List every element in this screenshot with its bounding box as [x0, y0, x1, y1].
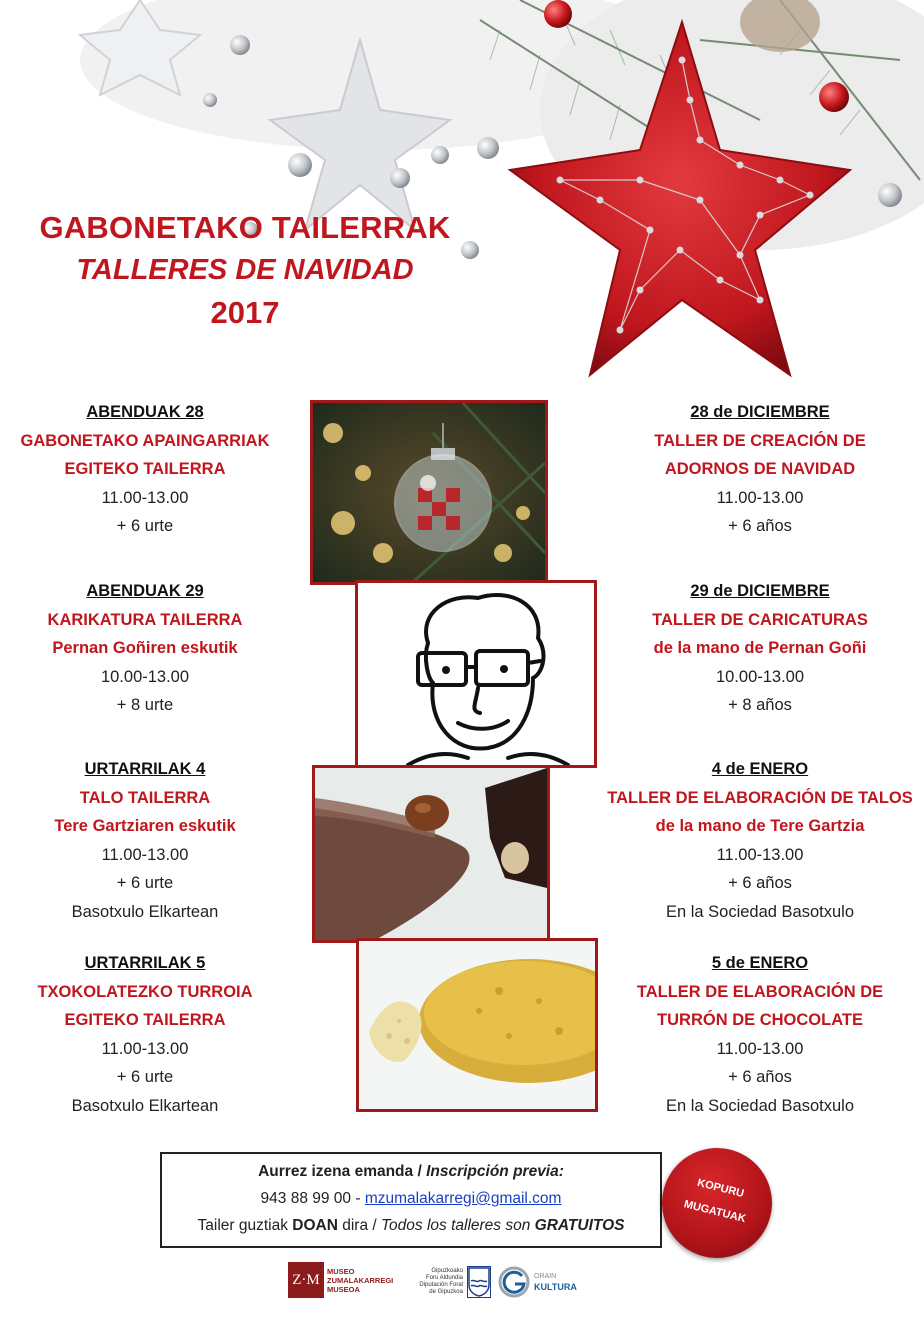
event-time: 11.00-13.00 — [101, 1039, 189, 1058]
header-decoration — [0, 0, 924, 390]
orain-kultura-logo — [498, 1262, 578, 1302]
event-2-spanish — [600, 577, 920, 720]
event-date: 29 de DICIEMBRE — [690, 582, 830, 600]
poster-title-block — [0, 210, 490, 331]
museum-logo-line: MUSEOA — [327, 1284, 360, 1294]
gipuzkoa-logo — [415, 1262, 495, 1302]
event-place: Basotxulo Elkartean — [71, 1096, 219, 1115]
museum-logo-line: ZUMALAKARREGI — [327, 1275, 394, 1285]
event-date: ABENDUAK 28 — [86, 403, 204, 421]
event-time: 11.00-13.00 — [716, 845, 804, 864]
event-title-line1: TALLER DE CARICATURAS — [652, 610, 868, 629]
badge-line1: KOPURU — [696, 1176, 746, 1201]
event-title-line1: TALO TAILERRA — [79, 788, 211, 807]
event-age: + 6 urte — [116, 1068, 174, 1086]
email-link[interactable]: mzumalakarregi@gmail.com — [364, 1190, 562, 1207]
event-date: 4 de ENERO — [711, 760, 809, 778]
gipuzkoa-shield-icon — [467, 1266, 491, 1298]
event-date: URTARRILAK 4 — [84, 760, 206, 778]
event-date: 5 de ENERO — [711, 954, 809, 972]
event-age: + 8 años — [728, 696, 792, 714]
event-time: 10.00-13.00 — [715, 667, 805, 686]
gipuzkoa-logo-line: de Gipuzkoa — [429, 1289, 463, 1295]
talo-photo — [356, 938, 598, 1112]
event-title-line1: TALLER DE CREACIÓN DE — [654, 431, 866, 450]
title-spanish: TALLERES DE NAVIDAD — [76, 254, 414, 286]
event-place: En la Sociedad Basotxulo — [665, 1096, 855, 1115]
event-title-line2: EGITEKO TAILERRA — [64, 460, 226, 478]
orain-logo-line: KULTURA — [534, 1282, 577, 1292]
free-notice-es: Todos los talleres son — [380, 1217, 535, 1234]
event-4-basque — [0, 949, 290, 1120]
free-notice — [162, 1212, 660, 1239]
event-title-line2: EGITEKO TAILERRA — [64, 1011, 226, 1029]
phone-number: 943 88 99 00 - — [260, 1190, 365, 1207]
gipuzkoa-logo-line: Gipuzkoako — [431, 1268, 463, 1274]
event-1-basque — [0, 398, 290, 541]
registration-label-es: Inscripción previa: — [426, 1163, 564, 1180]
event-title-line2: TURRÓN DE CHOCOLATE — [657, 1011, 863, 1029]
event-date: URTARRILAK 5 — [84, 954, 206, 972]
badge-line2: MUGATUAK — [682, 1198, 748, 1226]
event-date: ABENDUAK 29 — [86, 582, 204, 600]
event-time: 11.00-13.00 — [101, 845, 189, 864]
event-place: En la Sociedad Basotxulo — [665, 902, 855, 921]
event-title-line2: de la mano de Pernan Goñi — [653, 639, 867, 657]
museum-logo-text — [324, 1267, 393, 1294]
free-notice-bold: DOAN — [292, 1217, 338, 1234]
contact-line — [162, 1185, 660, 1212]
registration-info-box — [160, 1152, 662, 1248]
title-year: 2017 — [210, 295, 280, 330]
event-time: 11.00-13.00 — [716, 488, 804, 507]
event-title-line1: KARIKATURA TAILERRA — [47, 610, 243, 629]
event-time: 11.00-13.00 — [101, 488, 189, 507]
free-notice-text: dira / — [337, 1217, 381, 1234]
event-title-line2: Tere Gartziaren eskutik — [54, 817, 236, 835]
event-title-line1: TXOKOLATEZKO TURROIA — [37, 982, 253, 1001]
event-title-line1: TALLER DE ELABORACIÓN DE — [636, 982, 884, 1001]
event-age: + 6 urte — [116, 874, 174, 892]
event-title-line1: GABONETAKO APAINGARRIAK — [20, 431, 270, 450]
event-age: + 6 años — [728, 1068, 792, 1086]
event-4-spanish — [600, 949, 920, 1120]
event-3-basque — [0, 755, 290, 926]
museum-logo-mark: Z·M — [288, 1262, 324, 1298]
event-1-spanish — [600, 398, 920, 541]
chocolate-photo — [312, 765, 550, 943]
registration-label-eu: Aurrez izena emanda / — [258, 1163, 427, 1180]
caricature-drawing — [355, 580, 597, 768]
museum-logo — [288, 1262, 394, 1298]
event-2-basque — [0, 577, 290, 720]
event-age: + 6 años — [728, 874, 792, 892]
event-title-line2: de la mano de Tere Gartzia — [655, 817, 865, 835]
event-age: + 6 años — [728, 517, 792, 535]
event-place: Basotxulo Elkartean — [71, 902, 219, 921]
event-3-spanish — [600, 755, 920, 926]
limited-places-badge — [650, 1136, 783, 1269]
event-title-line2: ADORNOS DE NAVIDAD — [664, 460, 856, 478]
event-title-line2: Pernan Goñiren eskutik — [52, 639, 238, 657]
gipuzkoa-logo-line: Diputación Foral — [419, 1282, 463, 1288]
event-time: 11.00-13.00 — [716, 1039, 804, 1058]
gipuzkoa-logo-line: Foru Aldundia — [425, 1275, 463, 1281]
event-time: 10.00-13.00 — [100, 667, 190, 686]
free-notice-es-bold: GRATUITOS — [534, 1217, 625, 1234]
title-basque: GABONETAKO TAILERRAK — [39, 210, 451, 245]
ornament-photo — [310, 400, 548, 585]
registration-heading — [162, 1158, 660, 1185]
orain-logo-line: ORAIN — [534, 1273, 557, 1280]
gipuzkoa-logo-text — [415, 1268, 467, 1296]
orain-logo-text — [530, 1272, 577, 1292]
orain-g-icon — [498, 1266, 530, 1298]
event-age: + 8 urte — [116, 696, 174, 714]
free-notice-text: Tailer guztiak — [197, 1217, 293, 1234]
event-date: 28 de DICIEMBRE — [690, 403, 830, 421]
event-age: + 6 urte — [116, 517, 174, 535]
event-title-line1: TALLER DE ELABORACIÓN DE TALOS — [607, 788, 913, 807]
museum-logo-line: MUSEO — [327, 1266, 355, 1276]
